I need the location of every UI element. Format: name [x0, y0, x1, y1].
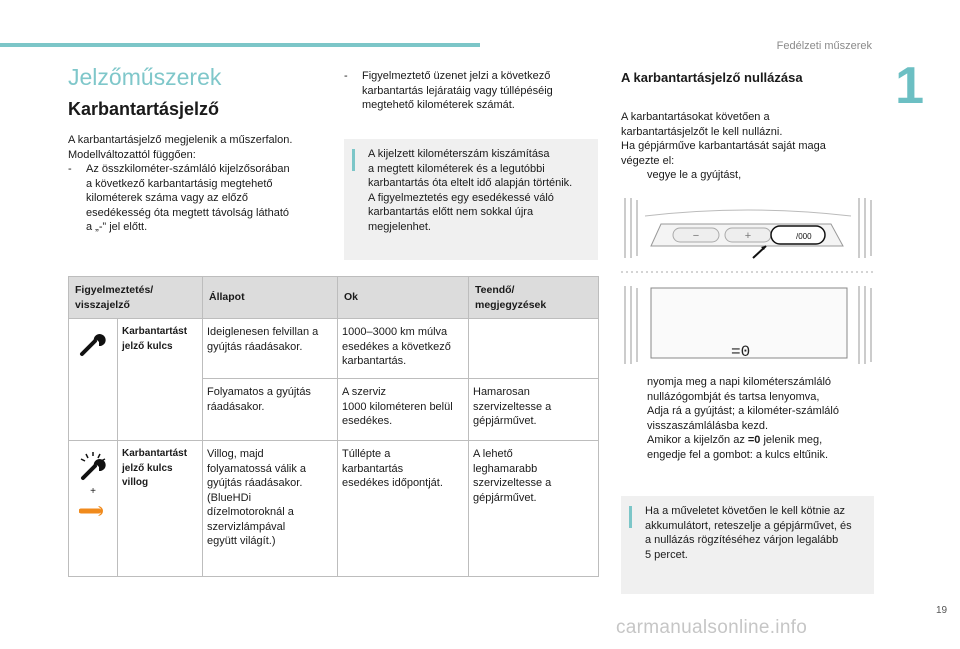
cause-cell: 1000–3000 km múlva esedékes a következő karbantartás.	[338, 319, 469, 379]
list-item: nyomja meg a napi kilométerszámláló nullázógombját és tartsa lenyomva,	[621, 375, 886, 404]
text-line: Ha gépjárműve karbantartását saját maga	[621, 140, 826, 152]
dash-marker: -	[344, 70, 348, 82]
text-line: végezte el:	[621, 154, 675, 167]
text-line: a következő karbantartásig megtehető	[86, 177, 273, 190]
state-cell: Folyamatos a gyújtás ráadásakor.	[203, 379, 338, 441]
icon-cell	[69, 441, 118, 577]
step-1: vegye le a gyújtást,	[647, 169, 742, 181]
bullet-marker	[621, 404, 647, 433]
list-item: Adja rá a gyújtást; a kilométer-számláló visszaszámlálásba kezd.	[621, 404, 886, 433]
text-line: megtehető kilométerek számát.	[362, 99, 515, 111]
header-accent-bar	[0, 43, 480, 47]
list-item	[68, 162, 330, 235]
wrench-icon	[79, 331, 107, 357]
heading-karbantartasjelzo: Karbantartásjelző	[68, 99, 220, 119]
state-cell: Ideiglenesen felvillan a gyújtás ráadásakor.	[203, 319, 338, 379]
instrument-panel-illustration	[621, 196, 875, 366]
svg-text:−: −	[692, 230, 700, 242]
chapter-number: 1	[895, 57, 924, 115]
th-warning: Figyelmeztetés/ visszajelző	[69, 277, 203, 319]
cause-cell: Túllépte a karbantartás esedékes időpontját.	[338, 441, 469, 577]
action-cell: Hamarosan szervizeltesse a gépjárművet.	[469, 379, 599, 441]
page-number: 19	[936, 605, 948, 616]
text-line: karbantartás lejáratáig vagy túllépéséig	[362, 84, 553, 97]
left-intro	[68, 133, 330, 235]
plus-sign: +	[90, 485, 96, 497]
action-cell	[469, 319, 599, 379]
icon-cell	[69, 319, 118, 441]
info-box-mileage	[344, 139, 598, 260]
svg-text:/000: /000	[796, 232, 812, 241]
text-line: Az összkilométer-számláló kijelzősorában	[86, 163, 290, 175]
text-line: a megtett kilométerek és a legutóbbi	[368, 162, 545, 175]
right-intro	[621, 110, 881, 183]
list-item	[621, 168, 881, 183]
state-cell: Villog, majd folyamatossá válik a gyújtás ráadásakor. (BlueHDi dízelmotoroknál a szervizlámpával együtt világít.)	[203, 441, 338, 577]
info-icon	[629, 506, 632, 528]
svg-text:=0: =0	[731, 343, 751, 361]
text-line: Modellváltozattól függően:	[68, 148, 196, 161]
th-state: Állapot	[203, 277, 338, 319]
chapter-title: Fedélzeti műszerek	[776, 40, 872, 52]
heading-reset: A karbantartásjelző nullázása	[621, 70, 803, 85]
text-line: A karbantartásokat követően a	[621, 111, 770, 123]
text-line: A kijelzett kilométerszám kiszámítása	[368, 148, 550, 160]
wrench-orange-icon	[79, 500, 107, 522]
warning-table	[68, 276, 599, 577]
bullet-marker	[621, 168, 647, 183]
text-line: A karbantartásjelző megjelenik a műszerfalon.	[68, 134, 293, 146]
text-line: a „-” jel előtt.	[86, 221, 148, 233]
right-steps	[621, 375, 886, 462]
display-value: =0	[747, 434, 761, 446]
label-cell: Karbantartást jelző kulcs villog	[118, 441, 203, 577]
bullet-marker	[621, 375, 647, 404]
label-cell: Karbantartást jelző kulcs	[118, 319, 203, 441]
info-icon	[352, 149, 355, 171]
svg-text:+: +	[744, 230, 752, 242]
th-action: Teendő/ megjegyzések	[469, 277, 599, 319]
dashboard-drawing	[621, 196, 875, 366]
text-line: karbantartás óta eltelt idő alapján történik.	[368, 177, 573, 189]
bullet-marker	[621, 433, 647, 462]
cause-cell: A szerviz 1000 kilométeren belül esedékes.	[338, 379, 469, 441]
text-line: megjelenhet.	[368, 220, 431, 233]
text-line: A figyelmeztetés egy esedékessé váló	[368, 191, 554, 204]
th-cause: Ok	[338, 277, 469, 319]
table-header-row	[69, 277, 599, 319]
table-row	[69, 319, 599, 379]
text-line: karbantartás előtt nem sokkal újra	[368, 206, 534, 218]
text-line: esedékesség óta megtett távolság látható	[86, 206, 290, 219]
table-row	[69, 441, 599, 577]
text-line: karbantartásjelzőt le kell nullázni.	[621, 125, 783, 138]
dash-marker: -	[68, 163, 72, 175]
list-item: Amikor a kijelzőn az =0 jelenik meg, engedje fel a gombot: a kulcs eltűnik.	[621, 433, 886, 462]
section-title: Jelzőműszerek	[68, 64, 222, 90]
text-line: kilométerek száma vagy az előző	[86, 192, 249, 204]
middle-list-item	[344, 69, 594, 113]
action-cell: A lehető leghamarabb szervizeltesse a gépjárművet.	[469, 441, 599, 577]
wrench-flashing-icon	[78, 451, 108, 481]
info-box-battery: Ha a műveletet követően le kell kötnie az akkumulátort, reteszelje a gépjárművet, és a nullázás rögzítéséhez várjon legalább 5 percet.	[621, 496, 874, 594]
watermark: carmanualsonline.info	[616, 617, 808, 638]
text-line: Figyelmeztető üzenet jelzi a következő	[362, 70, 551, 82]
